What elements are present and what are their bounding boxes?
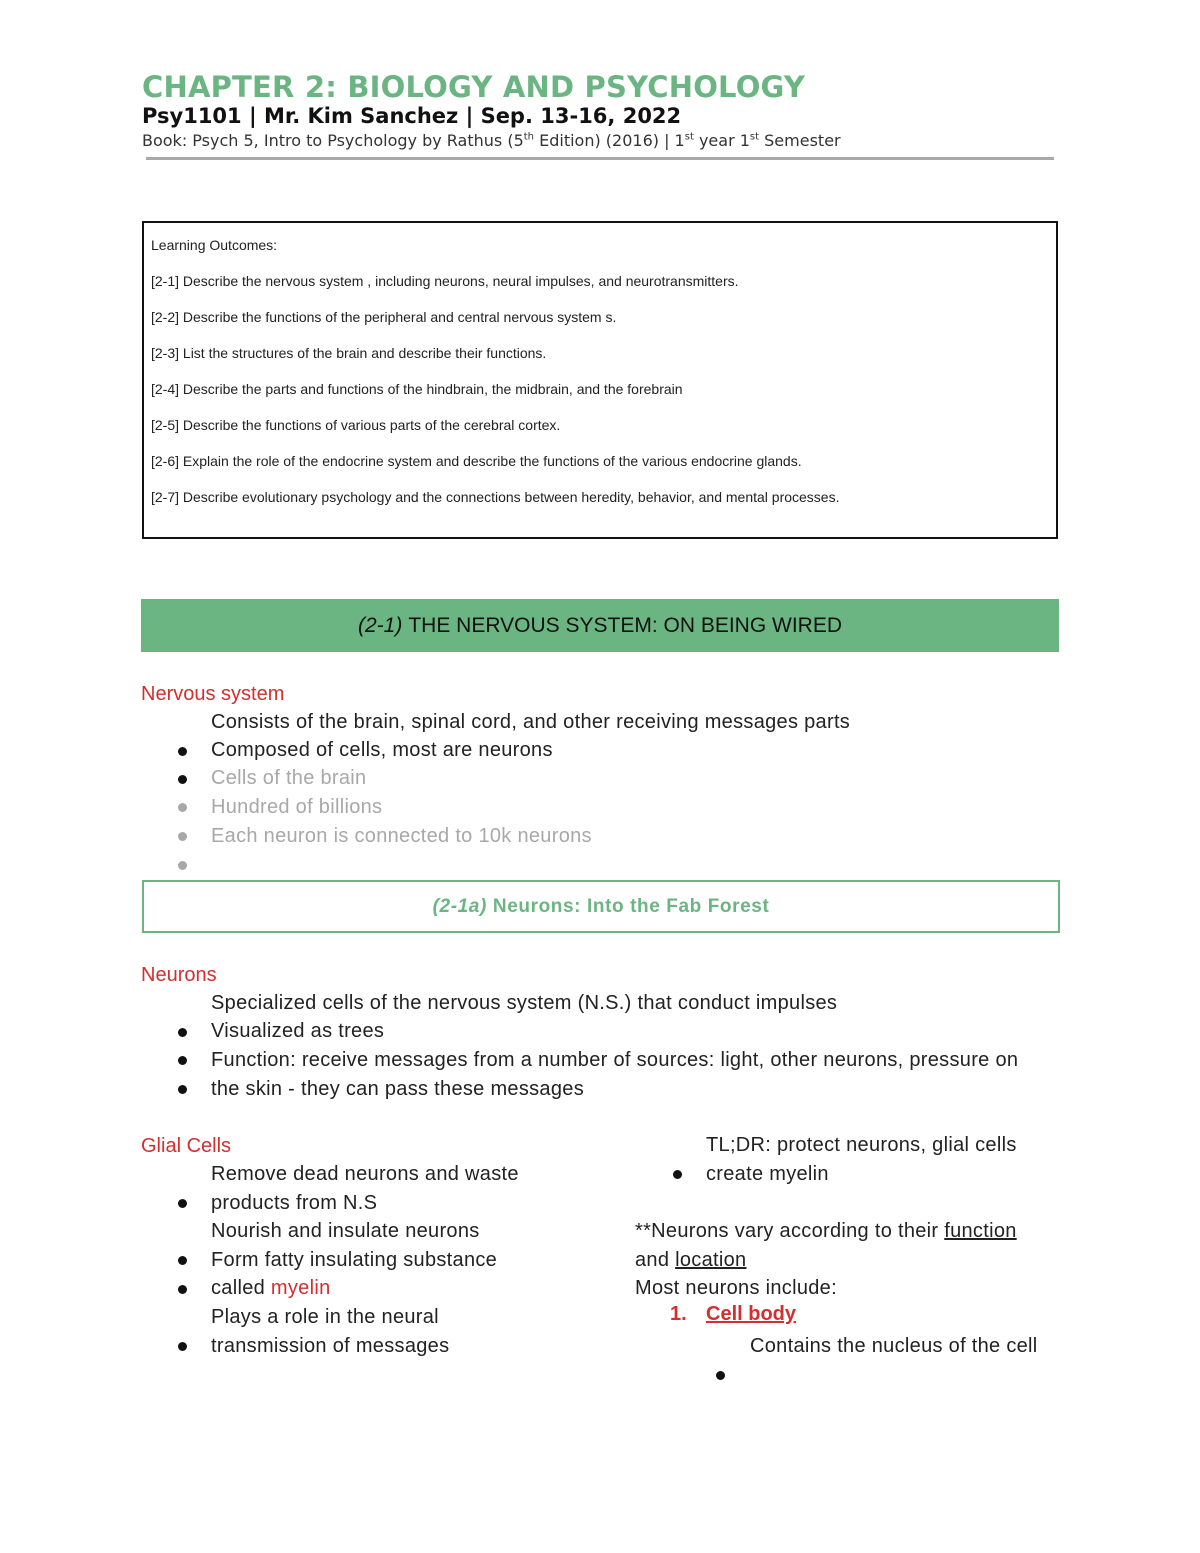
learning-outcome-item: [2-2] Describe the functions of the peripheral and central nervous system s. xyxy=(151,309,617,325)
neurons-heading: Neurons xyxy=(141,964,217,986)
bullet-icon xyxy=(178,1199,187,1208)
bullet-icon xyxy=(178,803,187,812)
list-item: Specialized cells of the nervous system (N.S.) that conduct impulses xyxy=(211,992,838,1014)
bullet-icon xyxy=(178,747,187,756)
list-item: Remove dead neurons and waste xyxy=(211,1163,519,1185)
section-code: (2-1) xyxy=(357,613,403,637)
list-item: Contains the nucleus of the cell xyxy=(750,1335,1038,1357)
list-item: Nourish and insulate neurons xyxy=(211,1220,480,1242)
learning-outcome-item: [2-4] Describe the parts and functions of the hindbrain, the midbrain, and the forebrain xyxy=(151,381,683,397)
list-item: Hundred of billions xyxy=(211,796,383,818)
book-info: Book: Psych 5, Intro to Psychology by Rathus (5th Edition) (2016) | 1st year 1st Semester xyxy=(142,131,841,150)
header-divider xyxy=(146,157,1054,160)
learning-outcomes-box xyxy=(142,221,1058,539)
list-item-continuation: create myelin xyxy=(706,1163,829,1185)
list-item-continuation: products from N.S xyxy=(211,1192,378,1214)
nervous-system-heading: Nervous system xyxy=(141,683,285,705)
most-neurons-include: Most neurons include: xyxy=(635,1277,837,1299)
glial-cells-heading: Glial Cells xyxy=(141,1135,232,1157)
bullet-icon xyxy=(673,1170,682,1179)
section-banner-2-1 xyxy=(141,599,1059,652)
learning-outcome-item: [2-6] Explain the role of the endocrine system and describe the functions of the various endocrine glands. xyxy=(151,453,802,469)
course-info: Psy1101 | Mr. Kim Sanchez | Sep. 13-16, 2022 xyxy=(142,104,682,128)
list-item: Visualized as trees xyxy=(211,1020,385,1042)
myelin-term: myelin xyxy=(270,1277,331,1299)
list-item: Composed of cells, most are neurons xyxy=(211,739,553,761)
cell-body-heading: Cell body xyxy=(706,1303,797,1325)
list-item: Consists of the brain, spinal cord, and other receiving messages parts xyxy=(211,711,851,733)
section-title: Neurons: Into the Fab Forest xyxy=(492,895,770,917)
learning-outcome-item: [2-1] Describe the nervous system , including neurons, neural impulses, and neurotransmitters. xyxy=(151,273,739,289)
list-item: TL;DR: protect neurons, glial cells xyxy=(706,1134,1017,1156)
bullet-icon xyxy=(178,1056,187,1065)
learning-outcomes-title: Learning Outcomes: xyxy=(151,237,278,253)
bullet-icon xyxy=(716,1371,725,1380)
bullet-icon xyxy=(178,1085,187,1094)
neurons-vary-note-continuation: and location xyxy=(635,1249,747,1271)
list-item: Form fatty insulating substance xyxy=(211,1249,498,1271)
list-item: Cells of the brain xyxy=(211,767,367,789)
list-item-continuation: called myelin xyxy=(211,1277,331,1299)
learning-outcome-item: [2-3] List the structures of the brain and describe their functions. xyxy=(151,345,547,361)
bullet-icon xyxy=(178,861,187,870)
bullet-icon xyxy=(178,832,187,841)
bullet-icon xyxy=(178,1028,187,1037)
list-item: Plays a role in the neural xyxy=(211,1306,439,1328)
neurons-vary-note: **Neurons vary according to their function xyxy=(635,1220,1017,1242)
list-item-continuation: the skin - they can pass these messages xyxy=(211,1078,584,1100)
learning-outcome-item: [2-7] Describe evolutionary psychology and the connections between heredity, behavior, and mental processes. xyxy=(151,489,840,505)
list-item-continuation: transmission of messages xyxy=(211,1335,450,1357)
bullet-icon xyxy=(178,1285,187,1294)
page-title: CHAPTER 2: BIOLOGY AND PSYCHOLOGY xyxy=(142,70,806,104)
list-item: Function: receive messages from a number of sources: light, other neurons, pressure on xyxy=(211,1049,1019,1071)
bullet-icon xyxy=(178,1256,187,1265)
list-item: Each neuron is connected to 10k neurons xyxy=(211,825,592,847)
bullet-icon xyxy=(178,775,187,784)
section-title: THE NERVOUS SYSTEM: ON BEING WIRED xyxy=(408,613,842,637)
bullet-icon xyxy=(178,1342,187,1351)
numbered-marker: 1. xyxy=(670,1303,687,1325)
section-banner-2-1a xyxy=(142,880,1060,933)
learning-outcome-item: [2-5] Describe the functions of various parts of the cerebral cortex. xyxy=(151,417,561,433)
function-term: function xyxy=(944,1220,1017,1242)
section-code: (2-1a) xyxy=(432,895,487,917)
location-term: location xyxy=(675,1249,747,1271)
